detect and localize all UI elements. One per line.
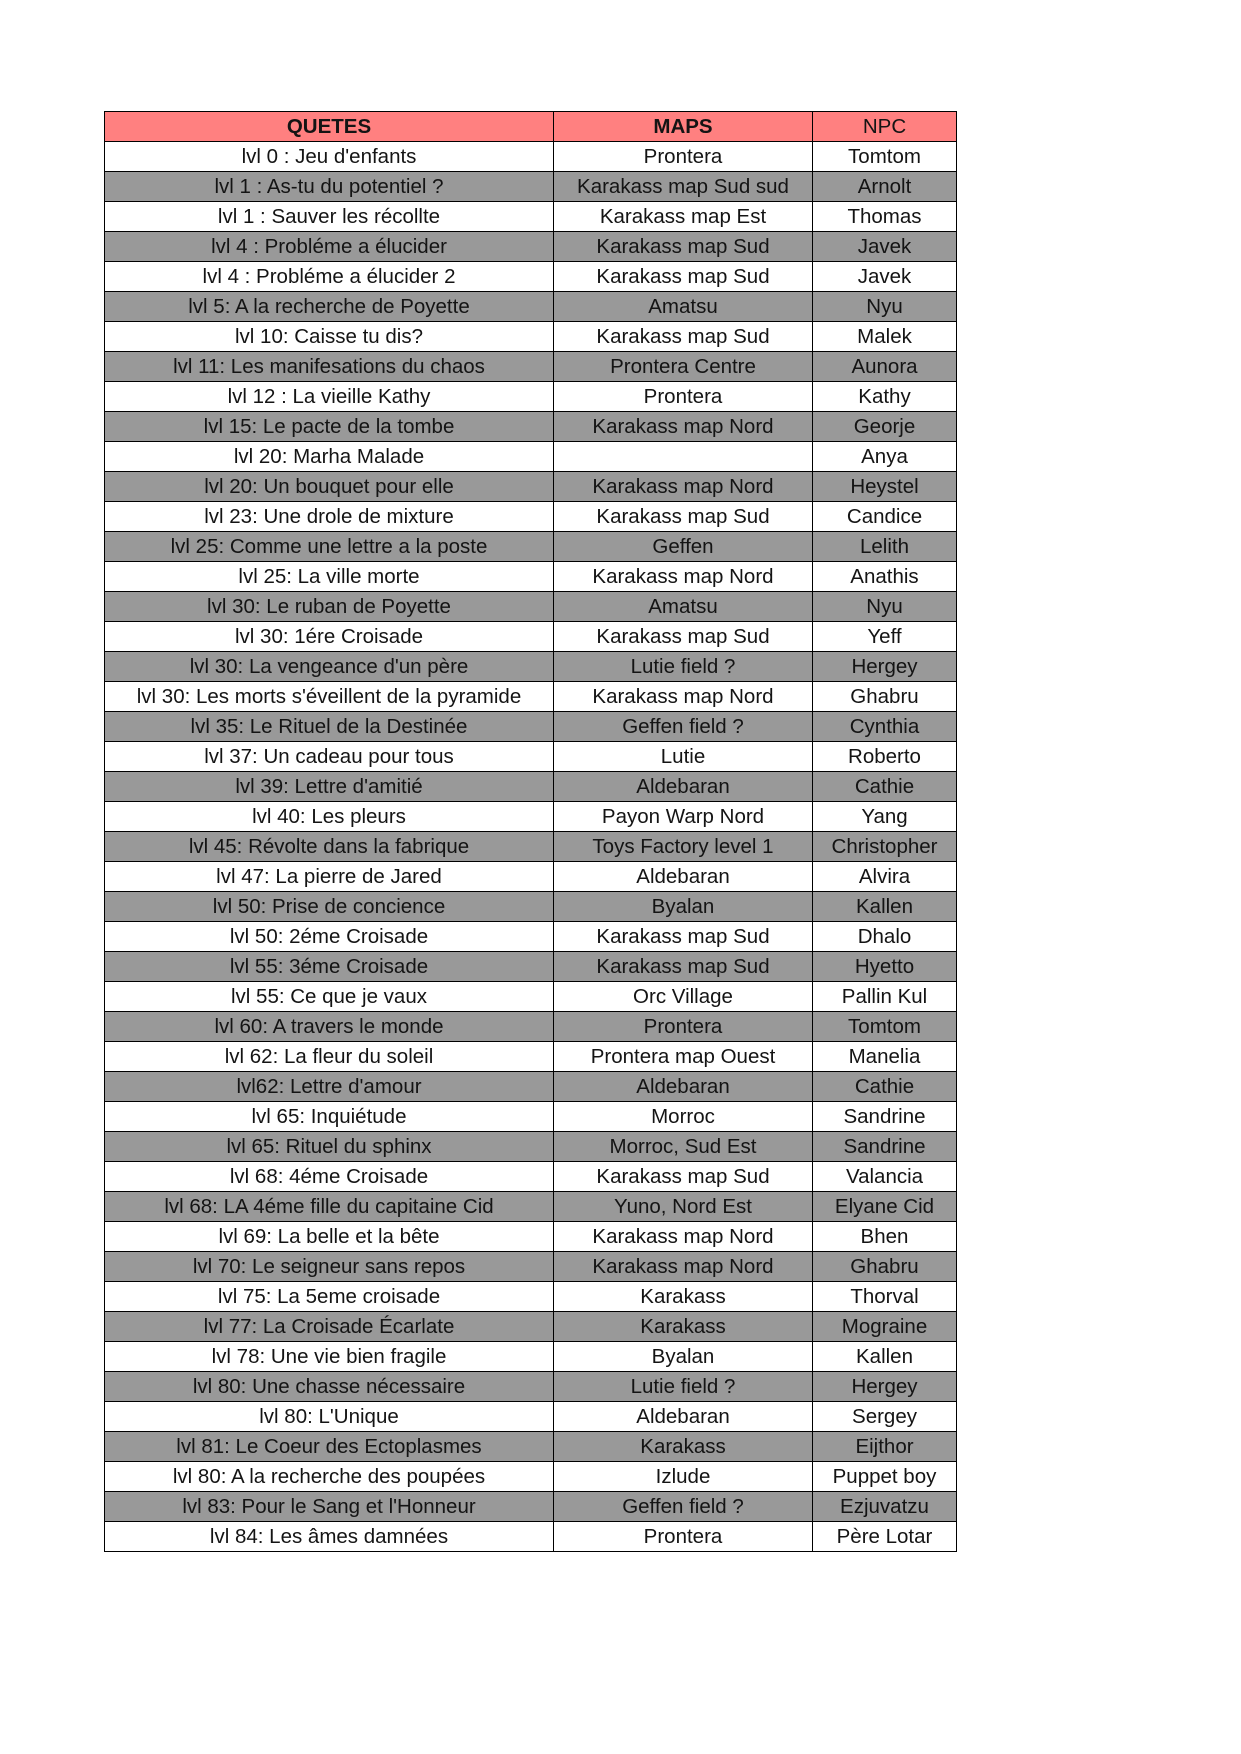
quest-cell[interactable]: lvl 62: La fleur du soleil	[105, 1042, 554, 1072]
quest-cell[interactable]: lvl 80: L'Unique	[105, 1402, 554, 1432]
table-row	[105, 562, 957, 592]
map-cell[interactable]: Aldebaran	[554, 862, 813, 892]
quest-cell[interactable]: lvl 83: Pour le Sang et l'Honneur	[105, 1492, 554, 1522]
npc-cell[interactable]: Mograine	[813, 1312, 957, 1342]
npc-cell[interactable]: Malek	[813, 322, 957, 352]
npc-cell[interactable]: Anya	[813, 442, 957, 472]
quest-cell[interactable]: lvl 77: La Croisade Écarlate	[105, 1312, 554, 1342]
map-cell[interactable]: Yuno, Nord Est	[554, 1192, 813, 1222]
map-cell[interactable]: Payon Warp Nord	[554, 802, 813, 832]
npc-cell[interactable]: Ezjuvatzu	[813, 1492, 957, 1522]
table-body	[105, 142, 957, 1552]
table-row	[105, 1342, 957, 1372]
npc-cell[interactable]: Javek	[813, 262, 957, 292]
npc-cell[interactable]: Hyetto	[813, 952, 957, 982]
quest-cell[interactable]: lvl 78: Une vie bien fragile	[105, 1342, 554, 1372]
map-cell[interactable]: Karakass map Sud	[554, 622, 813, 652]
table-row	[105, 1012, 957, 1042]
map-cell[interactable]	[554, 442, 813, 472]
map-cell[interactable]: Prontera	[554, 1522, 813, 1552]
npc-cell[interactable]: Roberto	[813, 742, 957, 772]
table-row	[105, 1132, 957, 1162]
map-cell[interactable]: Toys Factory level 1	[554, 832, 813, 862]
table-row	[105, 772, 957, 802]
quest-cell[interactable]: lvl 70: Le seigneur sans repos	[105, 1252, 554, 1282]
map-cell[interactable]: Karakass map Sud	[554, 502, 813, 532]
table-row	[105, 892, 957, 922]
map-cell[interactable]: Karakass map Sud	[554, 922, 813, 952]
table-row	[105, 682, 957, 712]
table-row	[105, 952, 957, 982]
table-row	[105, 262, 957, 292]
table-row	[105, 742, 957, 772]
table-row	[105, 532, 957, 562]
quest-cell[interactable]: lvl 4 : Probléme a élucider 2	[105, 262, 554, 292]
header-row	[105, 112, 957, 142]
map-cell[interactable]: Prontera	[554, 382, 813, 412]
npc-cell[interactable]: Yeff	[813, 622, 957, 652]
npc-cell[interactable]: Thomas	[813, 202, 957, 232]
map-cell[interactable]: Karakass	[554, 1432, 813, 1462]
quest-cell[interactable]: lvl62: Lettre d'amour	[105, 1072, 554, 1102]
table-row	[105, 862, 957, 892]
map-cell[interactable]: Prontera	[554, 142, 813, 172]
npc-cell[interactable]: Heystel	[813, 472, 957, 502]
npc-cell[interactable]: Yang	[813, 802, 957, 832]
npc-cell[interactable]: Manelia	[813, 1042, 957, 1072]
quest-cell[interactable]: lvl 30: Le ruban de Poyette	[105, 592, 554, 622]
table-row	[105, 472, 957, 502]
quest-cell[interactable]: lvl 68: LA 4éme fille du capitaine Cid	[105, 1192, 554, 1222]
table-row	[105, 1222, 957, 1252]
table-row	[105, 982, 957, 1012]
quest-cell[interactable]: lvl 65: Inquiétude	[105, 1102, 554, 1132]
npc-cell[interactable]: Georje	[813, 412, 957, 442]
quest-cell[interactable]: lvl 69: La belle et la bête	[105, 1222, 554, 1252]
quest-cell[interactable]: lvl 45: Révolte dans la fabrique	[105, 832, 554, 862]
map-cell[interactable]: Amatsu	[554, 592, 813, 622]
table-row	[105, 1162, 957, 1192]
map-cell[interactable]: Lutie field ?	[554, 652, 813, 682]
map-cell[interactable]: Karakass map Sud	[554, 262, 813, 292]
table-row	[105, 1282, 957, 1312]
npc-cell[interactable]: Sandrine	[813, 1102, 957, 1132]
quest-cell[interactable]: lvl 60: A travers le monde	[105, 1012, 554, 1042]
npc-cell[interactable]: Nyu	[813, 592, 957, 622]
npc-cell[interactable]: Sandrine	[813, 1132, 957, 1162]
table-row	[105, 592, 957, 622]
table-row	[105, 922, 957, 952]
quest-cell[interactable]: lvl 55: 3éme Croisade	[105, 952, 554, 982]
map-cell[interactable]: Amatsu	[554, 292, 813, 322]
map-cell[interactable]: Aldebaran	[554, 772, 813, 802]
map-cell[interactable]: Karakass map Nord	[554, 1222, 813, 1252]
npc-cell[interactable]: Thorval	[813, 1282, 957, 1312]
npc-cell[interactable]: Hergey	[813, 652, 957, 682]
npc-cell[interactable]: Alvira	[813, 862, 957, 892]
npc-cell[interactable]: Valancia	[813, 1162, 957, 1192]
npc-cell[interactable]: Cathie	[813, 772, 957, 802]
quest-cell[interactable]: lvl 25: La ville morte	[105, 562, 554, 592]
npc-cell[interactable]: Dhalo	[813, 922, 957, 952]
quest-cell[interactable]: lvl 50: 2éme Croisade	[105, 922, 554, 952]
quest-cell[interactable]: lvl 40: Les pleurs	[105, 802, 554, 832]
map-cell[interactable]: Morroc	[554, 1102, 813, 1132]
quest-cell[interactable]: lvl 50: Prise de concience	[105, 892, 554, 922]
table-row	[105, 142, 957, 172]
table-row	[105, 1102, 957, 1132]
table-row	[105, 382, 957, 412]
table-row	[105, 202, 957, 232]
npc-cell[interactable]: Ghabru	[813, 1252, 957, 1282]
table-row	[105, 232, 957, 262]
table-row	[105, 322, 957, 352]
quest-cell[interactable]: lvl 1 : As-tu du potentiel ?	[105, 172, 554, 202]
table-row	[105, 1042, 957, 1072]
npc-cell[interactable]: Pallin Kul	[813, 982, 957, 1012]
map-cell[interactable]: Prontera map Ouest	[554, 1042, 813, 1072]
map-cell[interactable]: Karakass map Nord	[554, 562, 813, 592]
table-row	[105, 1432, 957, 1462]
table-row	[105, 442, 957, 472]
npc-cell[interactable]: Cynthia	[813, 712, 957, 742]
quest-cell[interactable]: lvl 11: Les manifesations du chaos	[105, 352, 554, 382]
table-row	[105, 1192, 957, 1222]
header-maps[interactable]: MAPS	[554, 112, 813, 142]
map-cell[interactable]: Aldebaran	[554, 1402, 813, 1432]
npc-cell[interactable]: Candice	[813, 502, 957, 532]
map-cell[interactable]: Karakass map Nord	[554, 412, 813, 442]
quest-cell[interactable]: lvl 25: Comme une lettre a la poste	[105, 532, 554, 562]
npc-cell[interactable]: Kathy	[813, 382, 957, 412]
quest-cell[interactable]: lvl 65: Rituel du sphinx	[105, 1132, 554, 1162]
npc-cell[interactable]: Eijthor	[813, 1432, 957, 1462]
table-row	[105, 502, 957, 532]
quest-cell[interactable]: lvl 20: Marha Malade	[105, 442, 554, 472]
npc-cell[interactable]: Cathie	[813, 1072, 957, 1102]
map-cell[interactable]: Lutie field ?	[554, 1372, 813, 1402]
npc-cell[interactable]: Sergey	[813, 1402, 957, 1432]
map-cell[interactable]: Morroc, Sud Est	[554, 1132, 813, 1162]
table-header	[105, 112, 957, 142]
quest-cell[interactable]: lvl 12 : La vieille Kathy	[105, 382, 554, 412]
map-cell[interactable]: Prontera Centre	[554, 352, 813, 382]
quest-cell[interactable]: lvl 20: Un bouquet pour elle	[105, 472, 554, 502]
quest-cell[interactable]: lvl 23: Une drole de mixture	[105, 502, 554, 532]
quest-cell[interactable]: lvl 80: A la recherche des poupées	[105, 1462, 554, 1492]
npc-cell[interactable]: Bhen	[813, 1222, 957, 1252]
table-row	[105, 1372, 957, 1402]
quest-cell[interactable]: lvl 10: Caisse tu dis?	[105, 322, 554, 352]
quest-cell[interactable]: lvl 0 : Jeu d'enfants	[105, 142, 554, 172]
quest-cell[interactable]: lvl 30: Les morts s'éveillent de la pyramide	[105, 682, 554, 712]
npc-cell[interactable]: Ghabru	[813, 682, 957, 712]
table-row	[105, 712, 957, 742]
table-row	[105, 292, 957, 322]
quest-cell[interactable]: lvl 55: Ce que je vaux	[105, 982, 554, 1012]
map-cell[interactable]: Byalan	[554, 1342, 813, 1372]
quest-cell[interactable]: lvl 84: Les âmes damnées	[105, 1522, 554, 1552]
npc-cell[interactable]: Kallen	[813, 1342, 957, 1372]
npc-cell[interactable]: Aunora	[813, 352, 957, 382]
quest-cell[interactable]: lvl 39: Lettre d'amitié	[105, 772, 554, 802]
map-cell[interactable]: Geffen field ?	[554, 712, 813, 742]
npc-cell[interactable]: Tomtom	[813, 1012, 957, 1042]
header-npc[interactable]: NPC	[813, 112, 957, 142]
map-cell[interactable]: Karakass map Sud	[554, 952, 813, 982]
table-row	[105, 352, 957, 382]
quest-cell[interactable]: lvl 5: A la recherche de Poyette	[105, 292, 554, 322]
npc-cell[interactable]: Nyu	[813, 292, 957, 322]
npc-cell[interactable]: Puppet boy	[813, 1462, 957, 1492]
map-cell[interactable]: Aldebaran	[554, 1072, 813, 1102]
npc-cell[interactable]: Lelith	[813, 532, 957, 562]
npc-cell[interactable]: Arnolt	[813, 172, 957, 202]
quest-cell[interactable]: lvl 68: 4éme Croisade	[105, 1162, 554, 1192]
table-row	[105, 802, 957, 832]
table-row	[105, 412, 957, 442]
table-row	[105, 1312, 957, 1342]
quest-cell[interactable]: lvl 47: La pierre de Jared	[105, 862, 554, 892]
npc-cell[interactable]: Elyane Cid	[813, 1192, 957, 1222]
map-cell[interactable]: Karakass map Nord	[554, 682, 813, 712]
table-row	[105, 1252, 957, 1282]
table-row	[105, 172, 957, 202]
quest-cell[interactable]: lvl 4 : Probléme a élucider	[105, 232, 554, 262]
map-cell[interactable]: Karakass	[554, 1282, 813, 1312]
quest-cell[interactable]: lvl 37: Un cadeau pour tous	[105, 742, 554, 772]
quest-cell[interactable]: lvl 30: La vengeance d'un père	[105, 652, 554, 682]
map-cell[interactable]: Karakass map Nord	[554, 472, 813, 502]
map-cell[interactable]: Karakass map Sud	[554, 232, 813, 262]
table-row	[105, 1072, 957, 1102]
quest-cell[interactable]: lvl 80: Une chasse nécessaire	[105, 1372, 554, 1402]
npc-cell[interactable]: Christopher	[813, 832, 957, 862]
map-cell[interactable]: Karakass map Est	[554, 202, 813, 232]
quest-cell[interactable]: lvl 81: Le Coeur des Ectoplasmes	[105, 1432, 554, 1462]
npc-cell[interactable]: Javek	[813, 232, 957, 262]
table-row	[105, 1462, 957, 1492]
map-cell[interactable]: Byalan	[554, 892, 813, 922]
map-cell[interactable]: Prontera	[554, 1012, 813, 1042]
npc-cell[interactable]: Hergey	[813, 1372, 957, 1402]
map-cell[interactable]: Izlude	[554, 1462, 813, 1492]
table-row	[105, 1492, 957, 1522]
table-row	[105, 832, 957, 862]
quest-cell[interactable]: lvl 35: Le Rituel de la Destinée	[105, 712, 554, 742]
quests-table	[104, 111, 957, 1552]
header-quests[interactable]: QUETES	[105, 112, 554, 142]
quest-cell[interactable]: lvl 75: La 5eme croisade	[105, 1282, 554, 1312]
spreadsheet-page	[104, 111, 957, 1552]
map-cell[interactable]: Orc Village	[554, 982, 813, 1012]
map-cell[interactable]: Karakass	[554, 1312, 813, 1342]
table-row	[105, 1402, 957, 1432]
npc-cell[interactable]: Père Lotar	[813, 1522, 957, 1552]
map-cell[interactable]: Geffen field ?	[554, 1492, 813, 1522]
map-cell[interactable]: Geffen	[554, 532, 813, 562]
quest-cell[interactable]: lvl 30: 1ére Croisade	[105, 622, 554, 652]
npc-cell[interactable]: Anathis	[813, 562, 957, 592]
table-row	[105, 622, 957, 652]
map-cell[interactable]: Lutie	[554, 742, 813, 772]
quest-cell[interactable]: lvl 15: Le pacte de la tombe	[105, 412, 554, 442]
table-row	[105, 652, 957, 682]
table-row	[105, 1522, 957, 1552]
npc-cell[interactable]: Tomtom	[813, 142, 957, 172]
map-cell[interactable]: Karakass map Sud sud	[554, 172, 813, 202]
map-cell[interactable]: Karakass map Sud	[554, 322, 813, 352]
quest-cell[interactable]: lvl 1 : Sauver les récollte	[105, 202, 554, 232]
npc-cell[interactable]: Kallen	[813, 892, 957, 922]
map-cell[interactable]: Karakass map Sud	[554, 1162, 813, 1192]
map-cell[interactable]: Karakass map Nord	[554, 1252, 813, 1282]
